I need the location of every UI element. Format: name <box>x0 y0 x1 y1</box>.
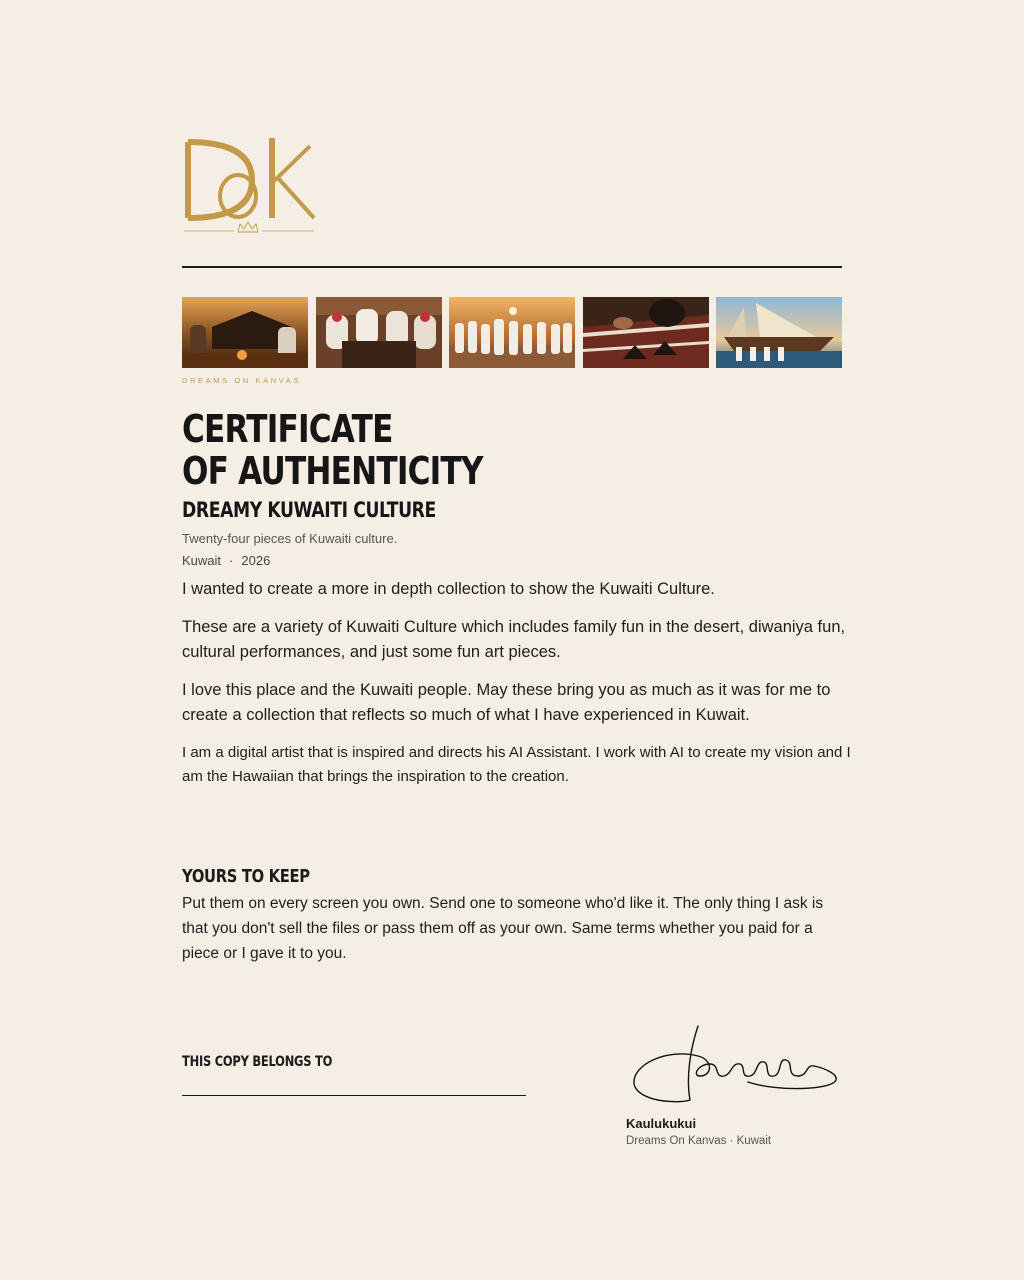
collection-tagline: Twenty-four pieces of Kuwaiti culture. <box>182 531 398 546</box>
body-paragraph: I love this place and the Kuwaiti people. May these bring you as much as it was for me to create a collection that reflects so much of what I have experienced in Kuwait. <box>182 681 831 724</box>
desert-tent-family-image <box>182 297 308 368</box>
header-divider <box>182 266 842 268</box>
year: 2026 <box>241 553 271 568</box>
brand-logo <box>182 136 322 385</box>
artwork-thumbnails <box>182 297 842 368</box>
meta-separator: · <box>229 553 234 568</box>
keep-text: Put them on every screen you own. Send one to someone who'd like it. The only thing I ask is that you don't sell the files or pass them off as your own. Same terms whether you paid for a piece or I gave it to you. <box>182 895 824 962</box>
signer-subtitle: Dreams On Kanvas · Kuwait <box>626 1135 772 1147</box>
cultural-dance-performance-image <box>449 297 575 368</box>
title-line-1: CERTIFICATE <box>182 407 393 451</box>
ownership-label: THIS COPY BELONGS TO <box>182 1054 333 1070</box>
brand-name: DREAMS ON KANVAS <box>182 376 301 385</box>
dok-monogram-icon <box>182 136 322 236</box>
body-paragraph: I wanted to create a more in depth collection to show the Kuwaiti Culture. <box>182 580 715 598</box>
certificate-page <box>182 0 851 1280</box>
dhow-boat-sea-image <box>716 297 842 368</box>
diwaniya-gathering-image <box>316 297 442 368</box>
certificate-title <box>182 408 483 492</box>
ownership-line <box>182 1095 526 1096</box>
signer-name: Kaulukukui <box>626 1116 697 1131</box>
title-line-2: OF AUTHENTICITY <box>182 449 483 493</box>
collection-meta <box>182 553 270 568</box>
keep-heading: YOURS TO KEEP <box>182 866 310 887</box>
weaving-sadu-image <box>583 297 709 368</box>
certificate-body <box>182 577 852 802</box>
body-paragraph: These are a variety of Kuwaiti Culture which includes family fun in the desert, diwaniya fun, cultural performances, and just some fun art pieces. <box>182 618 846 661</box>
collection-name: DREAMY KUWAITI CULTURE <box>182 498 436 522</box>
body-paragraph: I am a digital artist that is inspired and directs his AI Assistant. I work with AI to create my vision and I am the Hawaiian that brings the inspiration to the creation. <box>182 744 851 785</box>
signature-image <box>628 1020 842 1110</box>
location: Kuwait <box>182 553 222 568</box>
